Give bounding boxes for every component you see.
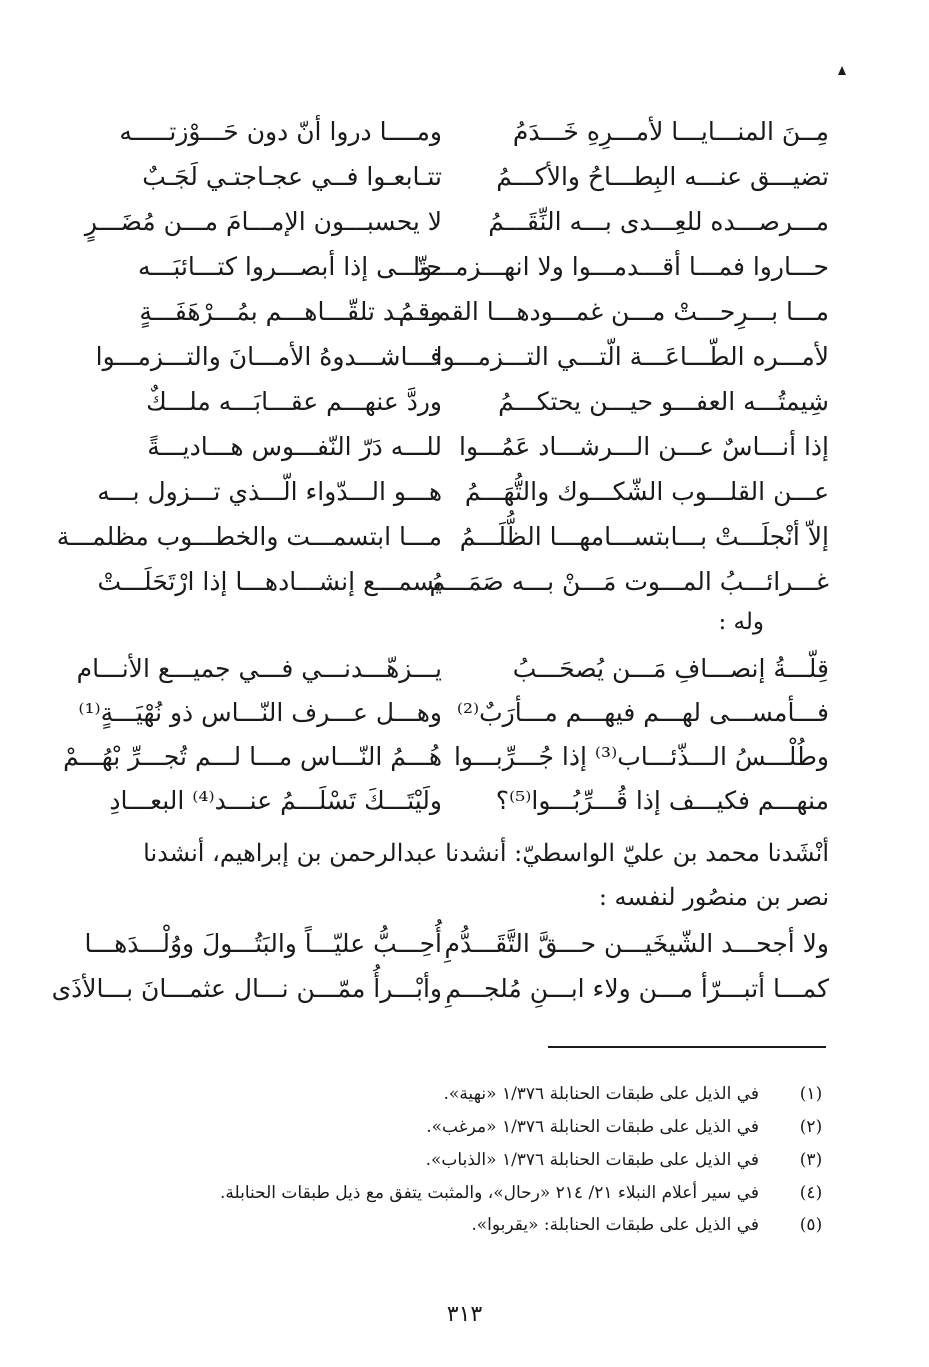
footnote-text: في سير أعلام النبلاء ٢١/ ٢١٤ «رحال»، والمثبت يتفق مع ذيل طبقات الحنابلة. <box>219 1183 759 1203</box>
footnote-text: في الذيل على طبقات الحنابلة ١/٣٧٦ «الذباب». <box>425 1150 759 1170</box>
hemistich-first: وقـــد تلقّـــاهـــم بمُـــرْهَفَـــةٍ <box>139 297 442 326</box>
verse <box>0 779 929 823</box>
hemistich-second: لأمـــره الطّـــاعَـــة الّتـــي التـــزمـــوا <box>435 342 829 371</box>
verse <box>0 967 929 1011</box>
hemistich-first: هـــو الـــدّواء الّـــذي تـــزول بـــه <box>97 477 442 506</box>
verse <box>0 110 929 154</box>
hemistich-first: حتّـــى إذا أبصـــروا كتـــائبَـــه <box>138 252 442 281</box>
hemistich-second: شِيمتُـــه العفـــو حيـــن يحتكـــمُ <box>498 387 829 416</box>
verse <box>0 691 929 735</box>
section-label: وله : <box>718 609 764 635</box>
corner-mark-icon <box>838 66 846 75</box>
hemistich-first: لا يحسبـــون الإمـــامَ مـــن مُضَـــرٍ <box>84 207 442 236</box>
hemistich-second: إذا أنـــاسٌ عـــن الـــرشـــاد عَمُـــوا <box>459 432 829 461</box>
hemistich-second: غـــرائـــبُ المـــوت مَـــنْ بـــه صَمَـــمُ <box>429 567 829 596</box>
footnote <box>99 1209 829 1241</box>
hemistich-first: هُـــمُ النّـــاس مـــا لـــم تُجـــرِّ بْهُـــمْ <box>63 742 442 771</box>
hemistich-second: حـــاروا فمـــا أقـــدمـــوا ولا انهـــزمـــوا <box>413 252 829 281</box>
verse <box>0 200 929 244</box>
footnote <box>99 1177 829 1209</box>
prose-line: أنْشَدنا محمد بن عليّ الواسطيّ: أنشدنا عبدالرحمن بن إبراهيم، أنشدنا <box>143 839 829 867</box>
verse <box>0 425 929 469</box>
footnote <box>99 1111 829 1143</box>
hemistich-second: عـــن القلـــوب الشّكـــوك والتُّهَـــمُ <box>464 477 829 506</box>
hemistich-second: مـــا بـــرِحـــتْ مـــن غمـــودهـــا القمـــمُ <box>398 297 829 326</box>
hemistich-second: وطُلْـــسُ الـــذّئـــاب⁽³⁾ إذا جُـــرِّبـــوا <box>453 742 829 771</box>
hemistich-first: وردَّ عنهـــم عقـــابَـــه ملـــكٌ <box>146 387 442 416</box>
verse <box>0 470 929 514</box>
verse <box>0 515 929 559</box>
prose-paragraph <box>99 831 829 919</box>
footnote-number: (٤) <box>799 1183 823 1203</box>
footnote-number: (٥) <box>799 1215 823 1235</box>
prose-line: نصر بن منصُور لنفسه : <box>598 883 829 911</box>
footnote <box>99 1078 829 1110</box>
hemistich-first: ولَيْتَـــكَ تَسْلَـــمُ عنـــد⁽⁴⁾ البعـــادِ <box>109 786 442 815</box>
footnote-text: في الذيل على طبقات الحنابلة ١/٣٧٦ «نهية». <box>443 1084 759 1104</box>
hemistich-first: تتـابعـوا فــي عجـاجتـي لَجَـبٌ <box>142 162 442 191</box>
hemistich-second: منهـــم فكيـــف إذا قُـــرِّبُـــوا⁽⁵⁾؟ <box>495 786 829 815</box>
hemistich-first: وهـــل عـــرف النّـــاس ذو نُهْيَـــةٍ⁽¹⁾ <box>78 698 442 727</box>
verse <box>0 155 929 199</box>
hemistich-first: للـــه دَرّ النّفـــوس هـــاديـــةً <box>147 432 442 461</box>
hemistich-second: مـــرصـــده للعِـــدى بـــه النِّقَـــمُ <box>488 207 829 236</box>
hemistich-second: فـــأمســـى لهـــم فيهـــم مـــأرَبٌ⁽²⁾ <box>456 698 829 727</box>
hemistich-second: كمـــا أتبـــرّأ مـــن ولاء ابـــنِ مُلجـــمِ <box>445 974 829 1003</box>
verse <box>0 380 929 424</box>
footnote-text: في الذيل على طبقات الحنابلة ١/٣٧٦ «مرغب». <box>426 1117 759 1137</box>
hemistich-first: يسمـــع إنشـــادهـــا إذا ارْتَحَلَـــتْ <box>97 567 442 596</box>
footnote-text: في الذيل على طبقات الحنابلة: «يقربوا». <box>471 1215 759 1235</box>
hemistich-second: مِــنَ المنـــايـــا لأمـــرِهِ خَـــدَمُ <box>512 117 829 146</box>
verse <box>0 735 929 779</box>
hemistich-first: ومــــا دروا أنّ دون حَـــوْزتـــــه <box>119 117 442 146</box>
verse <box>0 335 929 379</box>
verse <box>0 647 929 691</box>
verse <box>0 245 929 289</box>
hemistich-second: إلاّ أنْجلَـــتْ بـــابتســـامهـــا الظُّلَـــمُ <box>459 522 829 551</box>
hemistich-first: فـــاشـــدوهُ الأمـــانَ والتـــزمـــوا <box>95 342 442 371</box>
page-number: ٣١٣ <box>446 1302 483 1327</box>
verse <box>0 560 929 604</box>
footnote <box>99 1144 829 1176</box>
hemistich-first: مـــا ابتسمـــت والخطـــوب مظلمـــة <box>56 522 442 551</box>
verse <box>0 290 929 334</box>
footnote-number: (٣) <box>799 1150 823 1170</box>
hemistich-first: أُحِـــبُّ عليّـــاً والبَتُـــولَ ووُلْـــدَهـــا <box>84 929 442 958</box>
footnote-number: (٢) <box>799 1117 823 1137</box>
hemistich-second: ولا أجحـــد الشّيخَيـــن حـــقَّ التَّقَـــدُّمِ <box>444 929 829 958</box>
hemistich-first: وأبْـــرأُ ممّـــن نـــال عثمـــانَ بـــالأذَى <box>51 974 442 1003</box>
hemistich-second: تضيـــق عنـــه البِطـــاحُ والأكـــمُ <box>496 162 829 191</box>
verse <box>0 922 929 966</box>
footnote-separator <box>548 1046 826 1048</box>
footnote-number: (١) <box>799 1084 823 1104</box>
hemistich-second: قِلّـــةُ إنصـــافِ مَـــن يُصحَـــبُ <box>512 654 829 683</box>
hemistich-first: يـــزهّـــدنـــي فـــي جميـــع الأنـــام <box>76 654 442 683</box>
